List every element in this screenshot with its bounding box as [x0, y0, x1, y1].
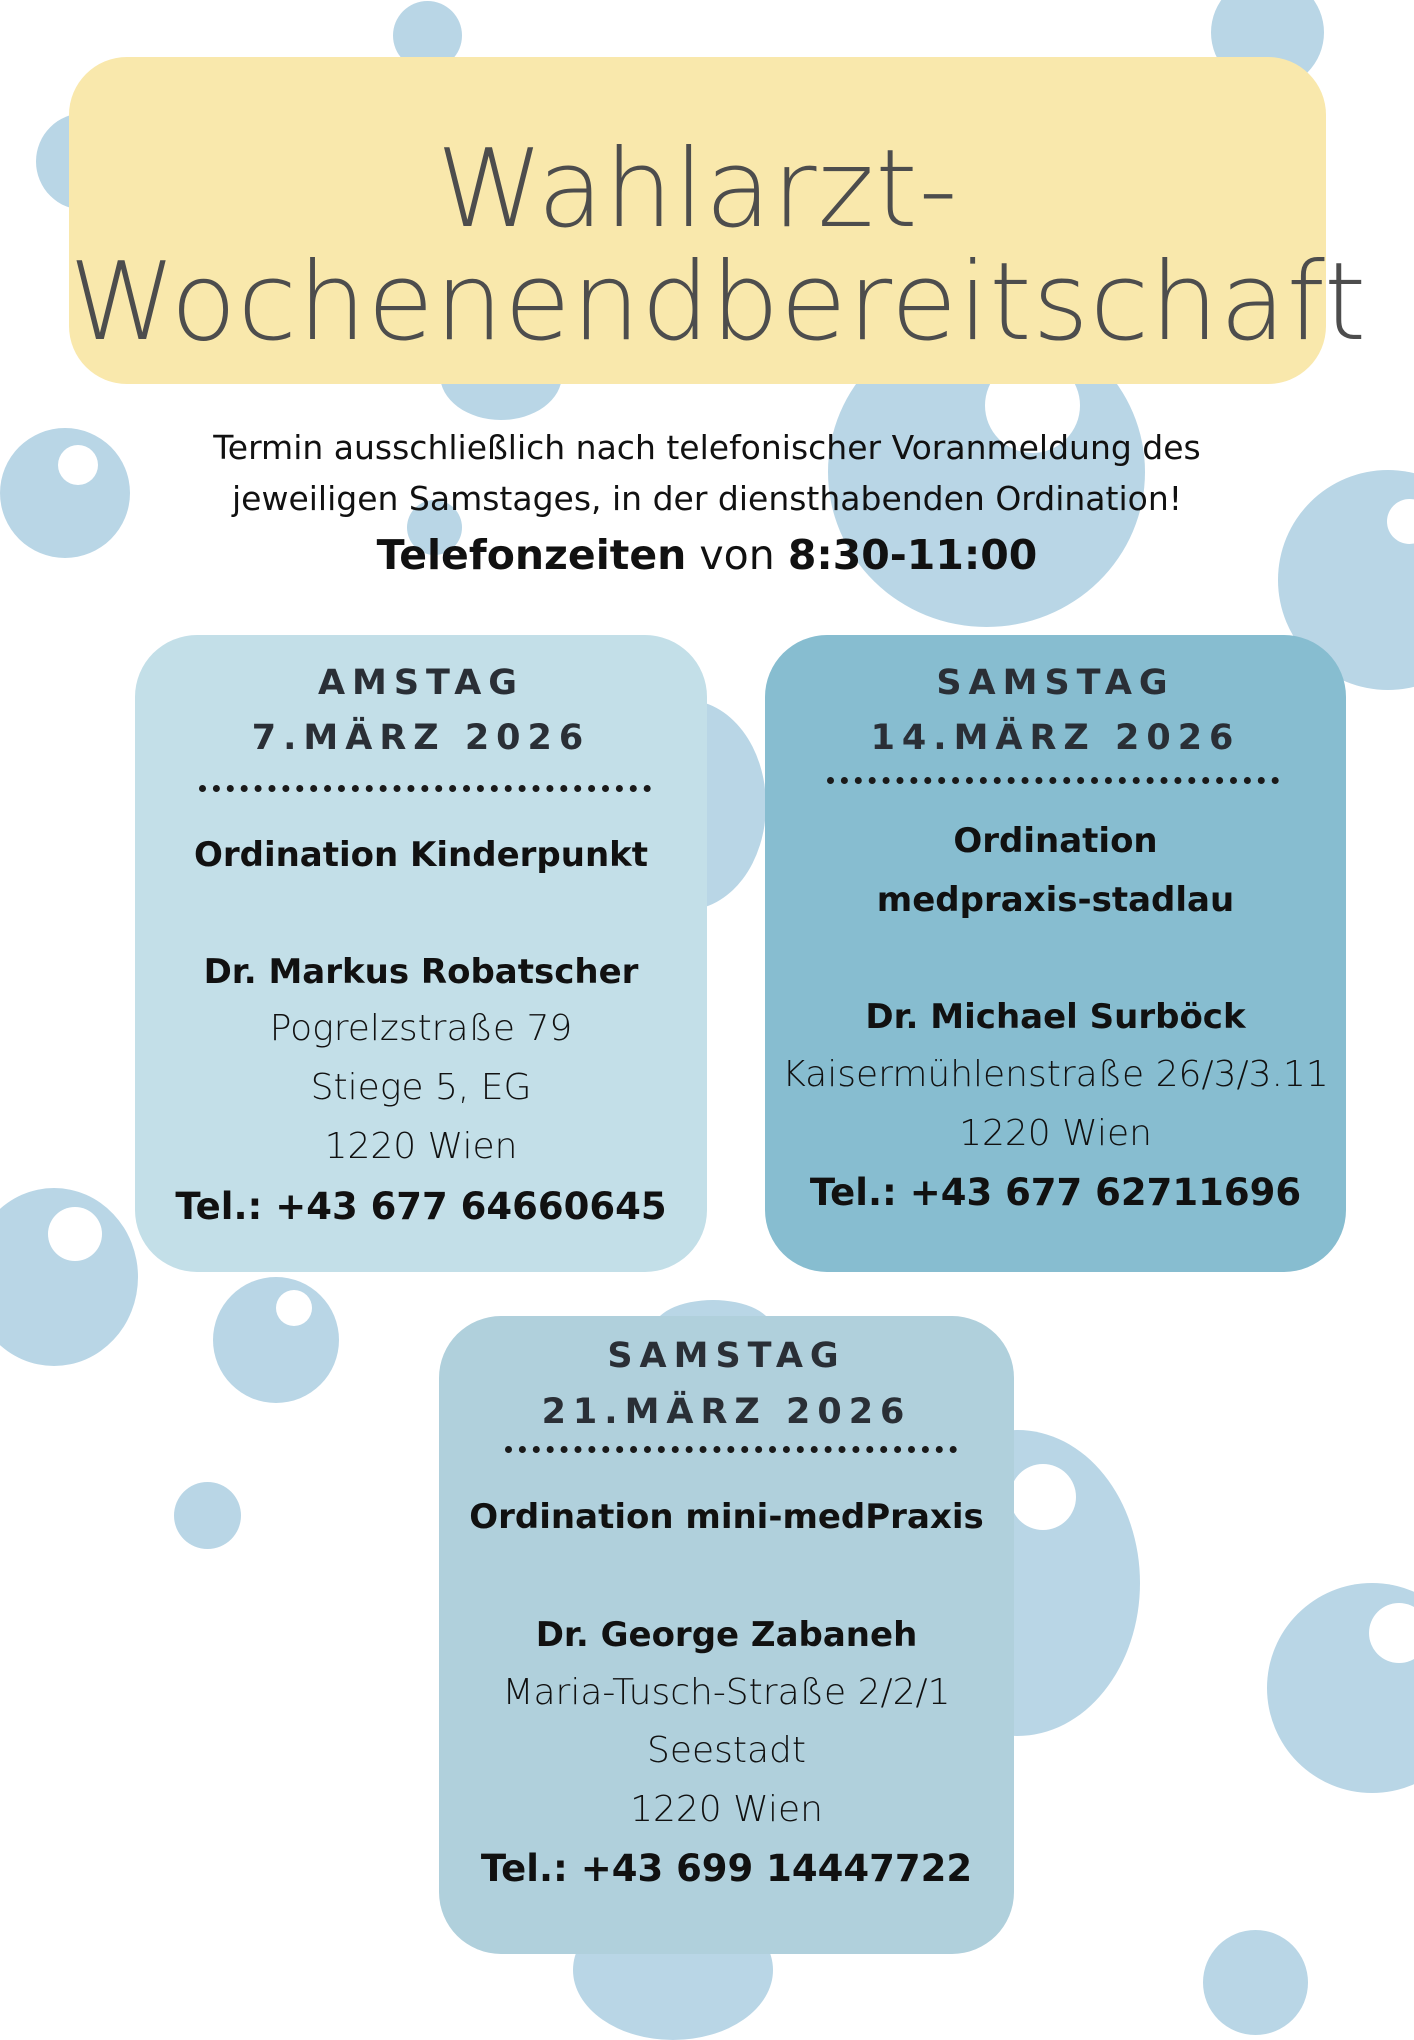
card-doctor: Dr. George Zabaneh — [535, 1615, 918, 1655]
card-phone: Tel.: +43 699 14447722 — [480, 1847, 973, 1890]
intro-text-line-1: Termin ausschließlich nach telefonischer Voranmeldung des — [213, 428, 1201, 467]
page-title-line-1: Wahlarzt- — [436, 127, 959, 252]
title-banner — [69, 57, 1368, 384]
card-address-line: Stiege 5, EG — [310, 1067, 532, 1108]
decorative-bubble-highlight — [48, 1207, 102, 1261]
card-address-line: Seestadt — [646, 1730, 807, 1771]
card-date: 14.MÄRZ 2026 — [870, 718, 1241, 758]
card-doctor: Dr. Michael Surböck — [865, 997, 1246, 1037]
phone-hours-time: 8:30-11:00 — [787, 531, 1038, 579]
decorative-bubble-highlight — [276, 1290, 312, 1326]
card-address-line: 1220 Wien — [630, 1789, 823, 1830]
card-phone: Tel.: +43 677 62711696 — [809, 1171, 1302, 1214]
card-date: 7.MÄRZ 2026 — [251, 718, 591, 758]
card-address-line: Maria-Tusch-Straße 2/2/1 — [502, 1672, 951, 1713]
card-address-line: Pogrelzstraße 79 — [269, 1008, 573, 1049]
card-address-line: 1220 Wien — [959, 1113, 1152, 1154]
decorative-bubble — [174, 1482, 241, 1549]
card-practice: Ordination mini-medPraxis — [469, 1497, 984, 1537]
duty-card-march-21 — [439, 1316, 1014, 1954]
phone-hours-connector: von — [699, 531, 775, 579]
duty-card-march-14 — [765, 635, 1346, 1272]
card-practice-line: Ordination — [953, 821, 1158, 861]
decorative-bubble — [213, 1277, 339, 1403]
card-date: 21.MÄRZ 2026 — [541, 1392, 912, 1432]
dotted-divider — [827, 777, 1279, 784]
decorative-bubble-highlight — [1010, 1464, 1076, 1530]
dotted-divider — [199, 785, 651, 792]
card-practice: Ordination Kinderpunkt — [193, 835, 649, 875]
decorative-bubble — [1203, 1930, 1308, 2035]
card-doctor: Dr. Markus Robatscher — [203, 952, 639, 992]
page-title-line-2: Wochenendbereitschaft — [69, 240, 1368, 365]
card-phone: Tel.: +43 677 64660645 — [175, 1185, 667, 1228]
card-day: SAMSTAG — [936, 663, 1175, 703]
card-address-line: Kaisermühlenstraße 26/3/3.11 — [782, 1054, 1329, 1095]
dotted-divider — [505, 1446, 957, 1453]
card-address-line: 1220 Wien — [324, 1126, 518, 1167]
card-practice-line: medpraxis-stadlau — [876, 880, 1235, 920]
card-day: SAMSTAG — [607, 1336, 846, 1376]
duty-card-march-7 — [135, 635, 707, 1272]
phone-hours-label: Telefonzeiten — [376, 531, 687, 579]
card-day: AMSTAG — [317, 663, 525, 703]
phone-hours — [80, 531, 1334, 579]
intro-text-line-2: jeweiligen Samstages, in der diensthabenden Ordination! — [232, 479, 1182, 518]
